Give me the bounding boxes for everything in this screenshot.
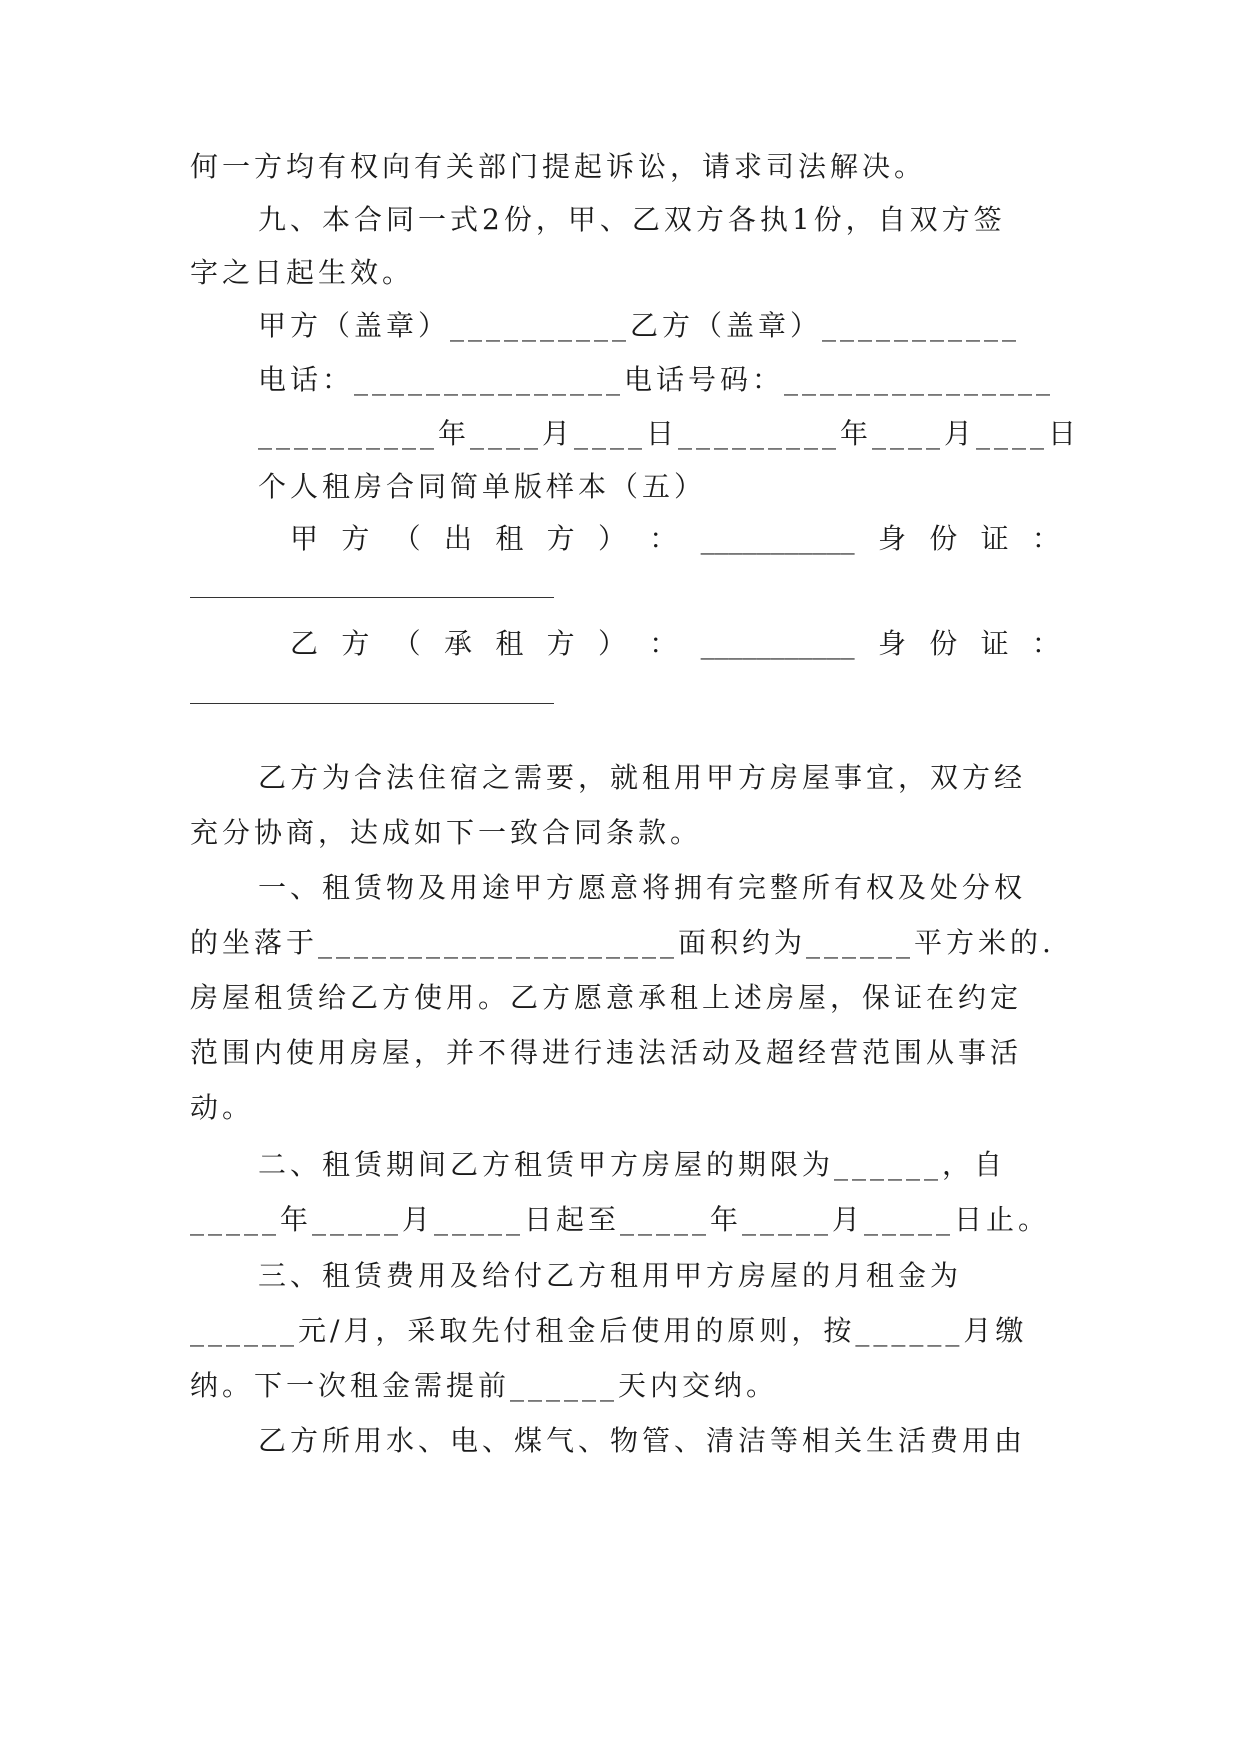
text-line: 何一方均有权向有关部门提起诉讼，请求司法解决。 (190, 150, 927, 183)
party-a-part: 份 (929, 522, 958, 555)
text-line: 乙方为合法住宿之需要，就租用甲方房屋事宜，双方经 (258, 761, 1027, 794)
party-a-part: 证 (980, 522, 1009, 555)
party-b-blank: ___________ (700, 627, 855, 660)
date-line: __________年____月____日_________年____月____日 (258, 417, 1081, 450)
text-line: ______元/月，采取先付租金后使用的原则，按______月缴 (190, 1314, 1028, 1347)
party-a-part: （ (392, 522, 421, 555)
party-b-part: ： (1031, 627, 1060, 660)
party-b-part: （ (392, 627, 421, 660)
text-line: 三、租赁费用及给付乙方租用甲方房屋的月租金为 (258, 1259, 963, 1292)
party-b-part: 租 (495, 627, 524, 660)
party-b-line (290, 614, 1060, 674)
party-a-part: 身 (877, 522, 906, 555)
text-line: 充分协商，达成如下一致合同条款。 (190, 816, 703, 849)
party-b-part: 方 (341, 627, 370, 660)
party-a-part: 租 (495, 522, 524, 555)
party-b-part: 承 (443, 627, 472, 660)
date-range-line: _____年_____月_____日起至_____年_____月_____日止。 (190, 1203, 1051, 1236)
party-b-part: ： (649, 627, 678, 660)
text-line: 范围内使用房屋，并不得进行违法活动及超经营范围从事活 (190, 1036, 1023, 1069)
party-b-part: 乙 (290, 627, 319, 660)
text-line: 的坐落于____________________面积约为______平方米的. (190, 926, 1055, 959)
text-line: 纳。下一次租金需提前______天内交纳。 (190, 1369, 779, 1402)
party-a-part: 甲 (290, 522, 319, 555)
party-b-part: 证 (980, 627, 1009, 660)
party-b-part: 份 (929, 627, 958, 660)
text-line: 动。 (190, 1091, 255, 1124)
party-a-part: 方 (341, 522, 370, 555)
signature-line: 甲方（盖章）__________乙方（盖章）___________ (258, 309, 1021, 342)
text-line: 字之日起生效。 (190, 256, 415, 289)
party-a-part: ） (597, 522, 626, 555)
party-b-part: 方 (546, 627, 575, 660)
party-a-part: 出 (443, 522, 472, 555)
party-b-part: 身 (877, 627, 906, 660)
phone-line: 电话：_______________电话号码：_______________ (258, 363, 1055, 396)
party-a-part: 方 (546, 522, 575, 555)
text-line: 一、租赁物及用途甲方愿意将拥有完整所有权及处分权 (258, 871, 1027, 904)
section-title: 个人租房合同简单版样本（五） (258, 470, 707, 503)
text-line: 房屋租赁给乙方使用。乙方愿意承租上述房屋，保证在约定 (190, 981, 1023, 1014)
text-line: 二、租赁期间乙方租赁甲方房屋的期限为______，自 (258, 1148, 1007, 1181)
text-line: 九、本合同一式2份，甲、乙双方各执1份，自双方签 (258, 203, 1006, 236)
id-blank-rule (190, 597, 554, 598)
id-blank-rule (190, 703, 554, 704)
text-line: 乙方所用水、电、煤气、物管、清洁等相关生活费用由 (258, 1424, 1027, 1457)
party-a-line (290, 509, 1060, 569)
party-a-part: ： (649, 522, 678, 555)
party-a-blank: ___________ (700, 522, 855, 555)
party-b-part: ） (597, 627, 626, 660)
party-a-part: ： (1031, 522, 1060, 555)
